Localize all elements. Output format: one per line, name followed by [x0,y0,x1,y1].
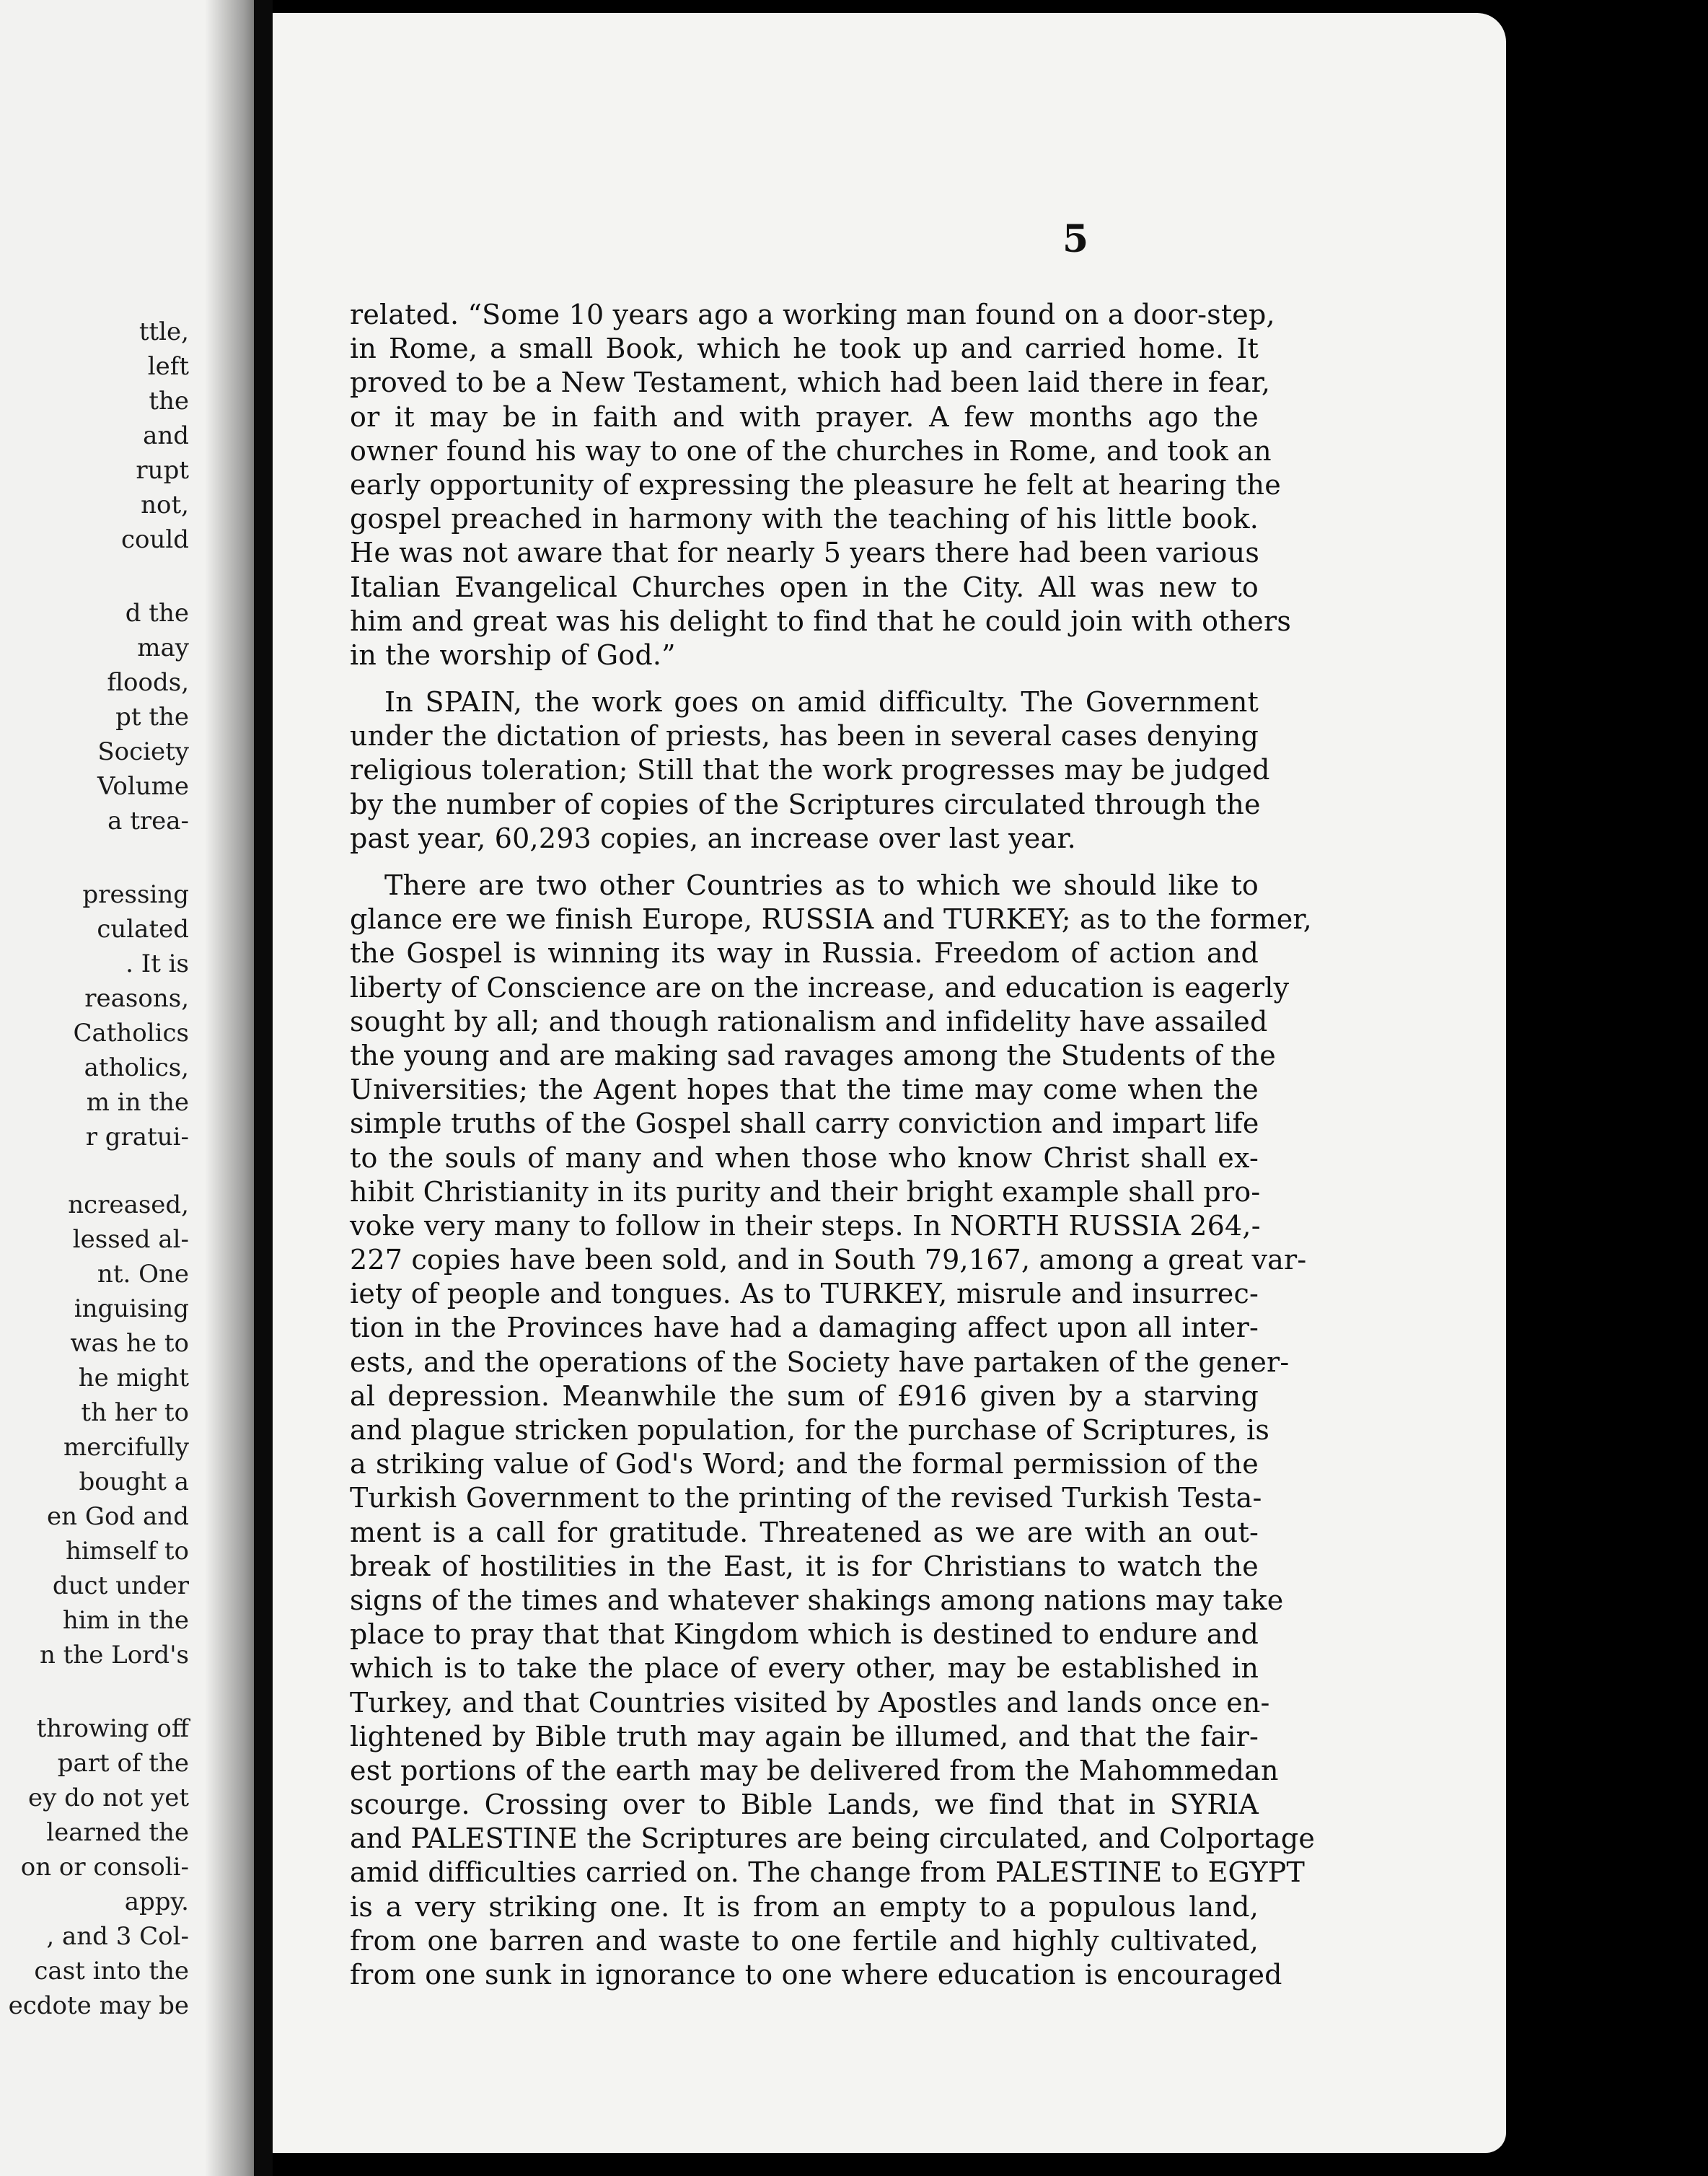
text-line: amid difficulties carried on. The change from PALESTINE to EGYPT [350,1856,1306,1889]
text-line: signs of the times and whatever shakings among nations may take [350,1584,1284,1616]
text-line: hibit Christianity in its purity and their bright example shall pro- [350,1175,1261,1208]
text-line: or it may be in faith and with prayer. A few months ago the [350,400,1259,433]
left-page-line: th her to [81,1398,189,1427]
text-line: owner found his way to one of the churches in Rome, and took an [350,434,1272,467]
left-page-line: floods, [107,668,189,697]
text-line: liberty of Conscience are on the increase, and education is eagerly [350,971,1290,1004]
text-line: In SPAIN, the work goes on amid difficulty. The Government [384,686,1259,719]
left-page-line: pressing [82,880,189,909]
text-line: in the worship of God.” [350,639,676,671]
text-line: in Rome, a small Book, which he took up and carried home. It [350,333,1259,365]
text-line: under the dictation of priests, has been in several cases denying [350,720,1259,753]
left-page-line: not, [141,491,189,519]
text-line: is a very striking one. It is from an empty to a populous land, [350,1890,1259,1923]
left-page-line: himself to [66,1537,189,1566]
text-line: to the souls of many and when those who know Christ shall ex- [350,1141,1259,1174]
text-line: and PALESTINE the Scriptures are being circulated, and Colportage [350,1822,1316,1855]
left-page-line: ttle, [138,317,189,346]
text-line: al depression. Meanwhile the sum of £916 given by a starving [350,1379,1259,1412]
left-page-line: ey do not yet [27,1784,189,1812]
left-page-line: inguising [74,1294,189,1323]
left-page-line: . It is [126,949,189,978]
text-line: past year, 60,293 copies, an increase over last year. [350,822,1076,854]
left-page-line: lessed al- [72,1225,189,1254]
left-page-line: pt the [115,703,189,732]
text-line: He was not aware that for nearly 5 years there had been various [350,537,1260,569]
left-page-line: and [143,421,189,450]
left-page-line: left [147,352,189,381]
left-page-line: n the Lord's [39,1641,189,1670]
text-line: scourge. Crossing over to Bible Lands, we find that in SYRIA [350,1789,1259,1821]
text-line: ment is a call for gratitude. Threatened as we are with an out- [350,1516,1259,1548]
text-line: tion in the Provinces have had a damaging affect upon all inter- [350,1312,1259,1344]
text-line: from one sunk in ignorance to one where education is encouraged [350,1959,1282,1991]
left-page-line: m in the [86,1088,189,1117]
left-page-line: reasons, [84,984,189,1013]
left-page-line: Catholics [73,1019,189,1048]
text-line: 227 copies have been sold, and in South 79,167, among a great var- [350,1244,1307,1276]
text-line: simple truths of the Gospel shall carry conviction and impart life [350,1107,1259,1140]
text-line: which is to take the place of every other, may be established in [350,1652,1259,1685]
text-line: related. “Some 10 years ago a working man found on a door-step, [350,299,1275,330]
right-page [273,13,1506,2153]
left-page-line: , and 3 Col- [46,1922,189,1951]
text-line: iety of people and tongues. As to TURKEY, misrule and insurrec- [350,1278,1259,1310]
left-page-line: on or consoli- [20,1853,189,1882]
left-page-line: duct under [52,1571,189,1600]
text-line: religious toleration; Still that the work progresses may be judged [350,754,1270,786]
left-page-line: part of the [57,1749,189,1778]
text-line: Turkey, and that Countries visited by Apostles and lands once en- [350,1686,1270,1719]
left-page-line: ncreased, [68,1190,189,1219]
text-line: proved to be a New Testament, which had been laid there in fear, [350,367,1271,399]
left-page-line: r gratui- [85,1123,189,1151]
left-page-line: learned the [46,1818,189,1847]
left-page-line: the [149,387,189,416]
left-page-line: cast into the [34,1957,189,1986]
text-line: from one barren and waste to one fertile and highly cultivated, [350,1924,1259,1957]
text-line: voke very many to follow in their steps. In NORTH RUSSIA 264,- [350,1209,1261,1242]
text-line: Turkish Government to the printing of the revised Turkish Testa- [350,1482,1262,1514]
text-line: and plague stricken population, for the purchase of Scriptures, is [350,1414,1270,1446]
left-page-line: rupt [136,456,189,485]
text-line: gospel preached in harmony with the teaching of his little book. [350,503,1259,535]
text-line: ests, and the operations of the Society have partaken of the gener- [350,1346,1290,1378]
text-line: lightened by Bible truth may again be illumed, and that the fair- [350,1720,1259,1752]
left-page-line: appy. [124,1887,189,1916]
left-page-line: d the [125,599,189,628]
text-line: Universities; the Agent hopes that the time may come when the [350,1074,1259,1106]
body-text [350,298,1316,1992]
left-page-line: nt. One [97,1260,189,1289]
text-line: Italian Evangelical Churches open in the City. All was new to [350,571,1259,603]
text-line: There are two other Countries as to which we should like to [384,869,1259,901]
text-line: early opportunity of expressing the pleasure he felt at hearing the [350,468,1281,501]
left-page-line: ecdote may be [8,1991,189,2020]
left-page-line: was he to [70,1329,189,1358]
left-page-line: he might [78,1364,189,1392]
left-page-line: throwing off [36,1714,189,1743]
left-page-line: could [120,525,189,554]
text-line: sought by all; and though rationalism and infidelity have assailed [350,1005,1268,1037]
left-page-line: culated [97,915,189,944]
text-line: him and great was his delight to find that he could join with others [350,605,1292,637]
text-line: the Gospel is winning its way in Russia. Freedom of action and [350,937,1259,970]
text-line: est portions of the earth may be delivered from the Mahommedan [350,1754,1279,1786]
page-number: 5 [1062,217,1089,261]
text-line: a striking value of God's Word; and the formal permission of the [350,1448,1259,1480]
book-gutter [254,0,273,2176]
text-line: break of hostilities in the East, it is for Christians to watch the [350,1550,1259,1582]
left-page-line: a trea- [107,807,189,835]
text-line: place to pray that that Kingdom which is destined to endure and [350,1618,1259,1651]
left-page-line: Society [97,737,189,766]
left-page-line: Volume [97,772,189,801]
left-page-line: bought a [79,1468,189,1496]
left-page-line: may [137,633,189,662]
left-page-line: en God and [47,1502,189,1531]
text-line: by the number of copies of the Scriptures circulated through the [350,788,1261,820]
left-page-line: him in the [62,1606,189,1635]
left-page-line: mercifully [63,1433,189,1462]
text-line: the young and are making sad ravages among the Students of the [350,1039,1276,1071]
left-page-line: atholics, [84,1053,189,1082]
text-line: glance ere we finish Europe, RUSSIA and TURKEY; as to the former, [350,903,1312,936]
